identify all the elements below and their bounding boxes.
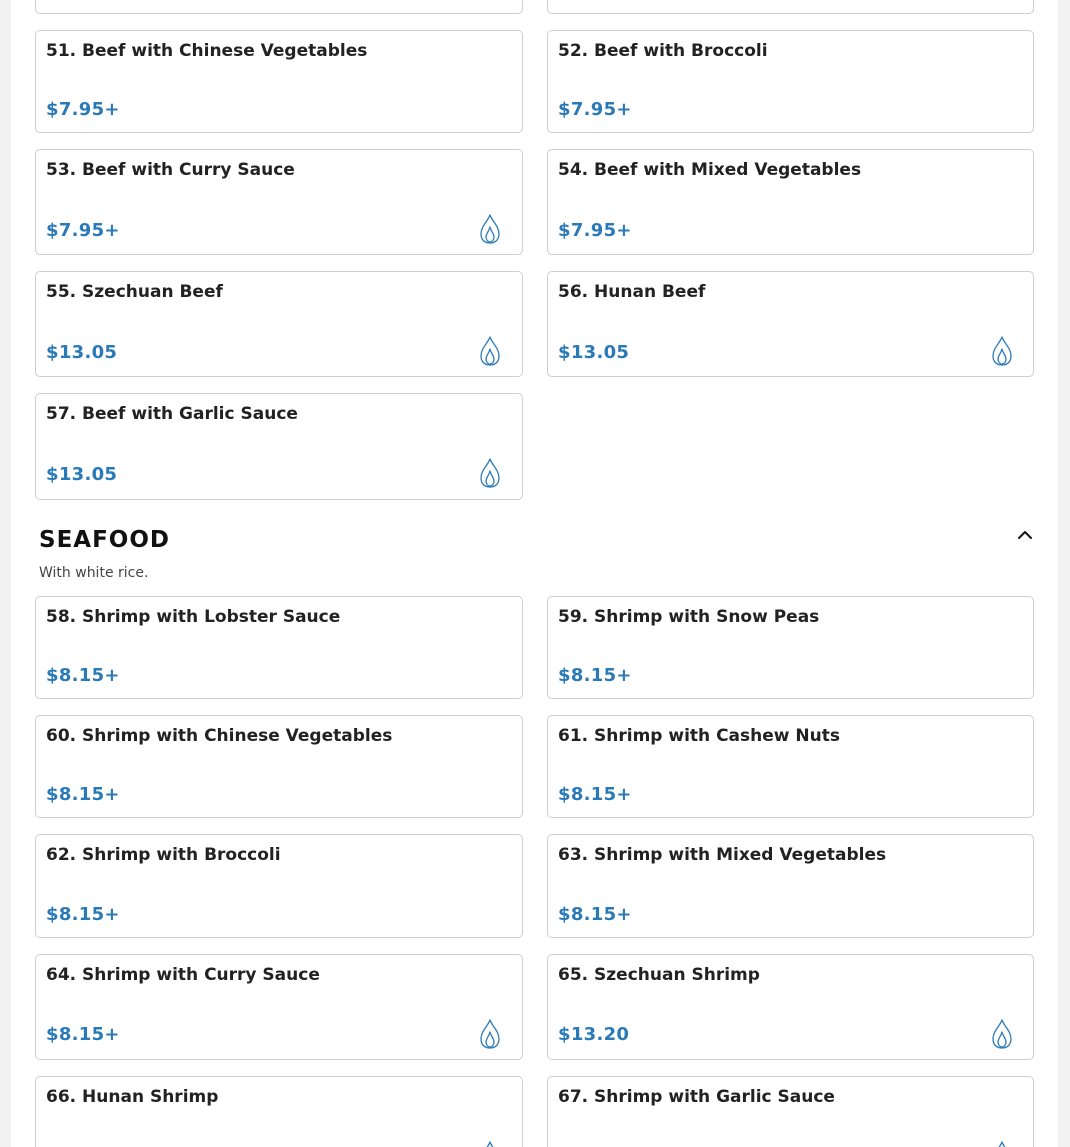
menu-item-card[interactable] bbox=[35, 834, 523, 938]
menu-item-price: $13.05 bbox=[558, 342, 630, 363]
spicy-flame-icon bbox=[989, 335, 1015, 367]
menu-item-price: $8.15+ bbox=[46, 904, 120, 925]
section-description: With white rice. bbox=[39, 565, 149, 581]
menu-item-card[interactable] bbox=[35, 954, 523, 1060]
menu-item-price: $13.05 bbox=[46, 464, 118, 485]
menu-item-card[interactable] bbox=[547, 954, 1034, 1060]
menu-item-name: 57. Beef with Garlic Sauce bbox=[46, 404, 298, 424]
menu-item-name: 51. Beef with Chinese Vegetables bbox=[46, 41, 368, 61]
menu-item-price: $7.95+ bbox=[46, 99, 120, 120]
menu-item-card[interactable] bbox=[35, 393, 523, 500]
menu-item-card[interactable] bbox=[35, 271, 523, 377]
menu-item-card[interactable] bbox=[547, 834, 1034, 938]
chevron-up-icon[interactable] bbox=[1014, 524, 1036, 546]
spicy-flame-icon bbox=[477, 1018, 503, 1050]
menu-item-card-cut-off[interactable] bbox=[35, 0, 523, 14]
menu-item-card-cut-off[interactable] bbox=[547, 0, 1034, 14]
menu-item-card[interactable] bbox=[35, 30, 523, 133]
menu-item-price: $8.15+ bbox=[46, 665, 120, 686]
menu-item-price: $8.15+ bbox=[558, 784, 632, 805]
menu-item-price: $7.95+ bbox=[558, 99, 632, 120]
menu-item-card[interactable] bbox=[35, 596, 523, 699]
spicy-flame-icon bbox=[477, 213, 503, 245]
menu-item-name: 60. Shrimp with Chinese Vegetables bbox=[46, 726, 393, 746]
menu-item-name: 66. Hunan Shrimp bbox=[46, 1087, 219, 1107]
menu-item-price: $13.05 bbox=[46, 342, 118, 363]
menu-item-card[interactable] bbox=[35, 715, 523, 818]
menu-page bbox=[11, 0, 1058, 1147]
menu-item-price: $13.20 bbox=[558, 1024, 630, 1045]
menu-item-name: 65. Szechuan Shrimp bbox=[558, 965, 760, 985]
menu-item-name: 55. Szechuan Beef bbox=[46, 282, 223, 302]
menu-item-name: 56. Hunan Beef bbox=[558, 282, 706, 302]
menu-item-name: 58. Shrimp with Lobster Sauce bbox=[46, 607, 341, 627]
section-title: SEAFOOD bbox=[39, 527, 170, 553]
menu-item-price: $8.15+ bbox=[46, 1024, 120, 1045]
menu-item-name: 59. Shrimp with Snow Peas bbox=[558, 607, 820, 627]
menu-item-card[interactable] bbox=[547, 271, 1034, 377]
menu-item-name: 54. Beef with Mixed Vegetables bbox=[558, 160, 862, 180]
spicy-flame-icon bbox=[989, 1140, 1015, 1147]
menu-item-price: $8.15+ bbox=[558, 904, 632, 925]
spicy-flame-icon bbox=[477, 457, 503, 489]
menu-item-card[interactable] bbox=[547, 30, 1034, 133]
menu-item-price: $7.95+ bbox=[46, 220, 120, 241]
menu-item-price: $8.15+ bbox=[46, 784, 120, 805]
spicy-flame-icon bbox=[477, 335, 503, 367]
spicy-flame-icon bbox=[477, 1140, 503, 1147]
menu-item-name: 61. Shrimp with Cashew Nuts bbox=[558, 726, 840, 746]
menu-item-name: 63. Shrimp with Mixed Vegetables bbox=[558, 845, 887, 865]
menu-item-card[interactable] bbox=[35, 1076, 523, 1147]
menu-item-price: $8.15+ bbox=[558, 665, 632, 686]
menu-item-card[interactable] bbox=[35, 149, 523, 255]
menu-item-card[interactable] bbox=[547, 715, 1034, 818]
menu-item-card[interactable] bbox=[547, 596, 1034, 699]
menu-item-name: 52. Beef with Broccoli bbox=[558, 41, 768, 61]
menu-item-name: 53. Beef with Curry Sauce bbox=[46, 160, 295, 180]
menu-item-card[interactable] bbox=[547, 1076, 1034, 1147]
menu-item-card[interactable] bbox=[547, 149, 1034, 255]
menu-item-name: 67. Shrimp with Garlic Sauce bbox=[558, 1087, 835, 1107]
menu-item-price: $7.95+ bbox=[558, 220, 632, 241]
menu-item-name: 64. Shrimp with Curry Sauce bbox=[46, 965, 320, 985]
spicy-flame-icon bbox=[989, 1018, 1015, 1050]
menu-item-name: 62. Shrimp with Broccoli bbox=[46, 845, 281, 865]
